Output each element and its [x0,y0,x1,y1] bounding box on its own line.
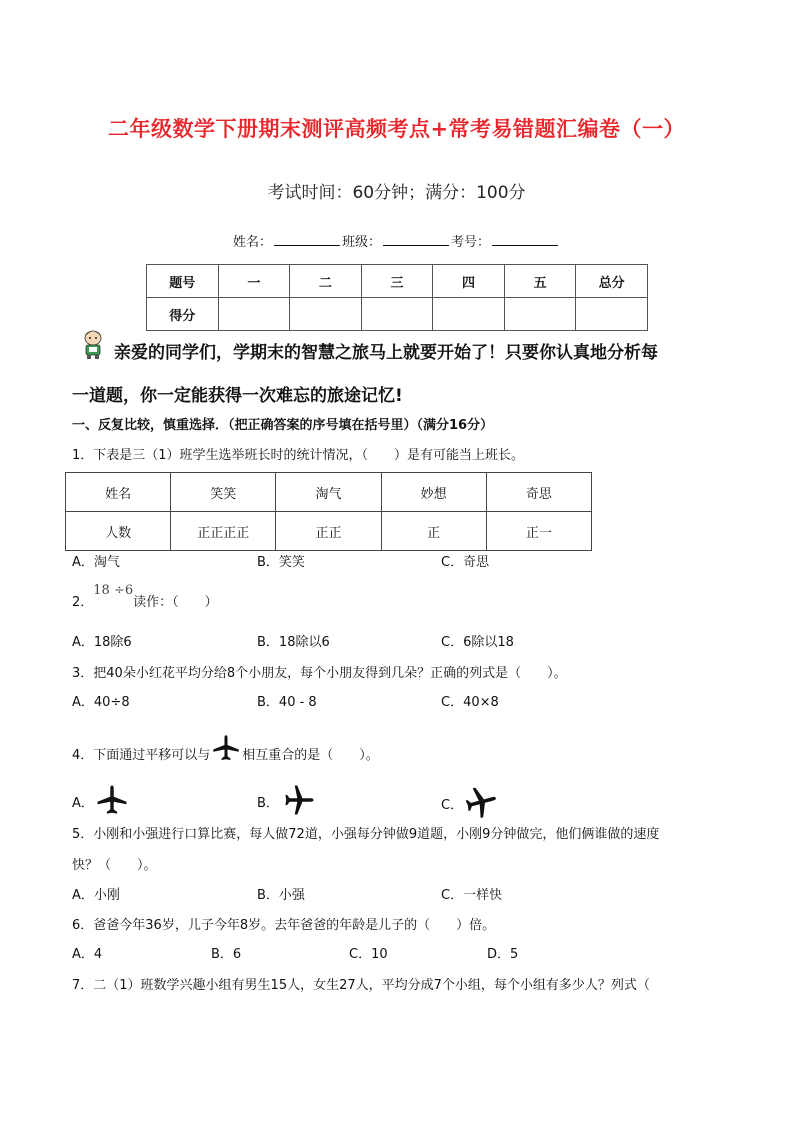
q4-option-a-label: A． [72,796,94,811]
vote-header-cell: 奇思 [486,473,591,512]
vote-count-cell: 正 [381,512,486,551]
vote-count-row [66,512,592,551]
vote-header-cell: 姓名 [66,473,171,512]
q2-suffix: 读作：（ ） [133,595,218,610]
score-row [147,298,648,331]
student-info [0,231,793,250]
q2-prefix: 2． [72,595,94,610]
q4-suffix: 相互重合的是（ ）。 [242,748,379,763]
q5-option-c[interactable]: C．一样快 [441,888,503,903]
vote-table [65,472,592,551]
name-label: 姓名： [232,235,272,250]
score-header-cell: 总分 [576,265,648,298]
q6-option-c[interactable]: C．10 [349,947,388,962]
score-table [146,264,648,331]
q6-option-a[interactable]: A．4 [72,947,103,962]
score-cell [218,298,290,331]
q4-option-b[interactable] [257,783,319,817]
score-header-cell: 二 [290,265,362,298]
q1-option-b[interactable]: B．笑笑 [257,555,305,570]
vote-header-row [66,473,592,512]
question-4-text [72,733,379,763]
question-5-line-2: 快？（ ）。 [72,858,157,873]
score-row-label: 得分 [147,298,219,331]
q3-option-a[interactable]: A．40÷8 [72,695,130,710]
score-cell [576,298,648,331]
q1-option-c[interactable]: C．奇思 [441,555,490,570]
number-label: 考号： [451,235,491,250]
airplane-upright-icon [94,783,130,817]
score-cell [290,298,362,331]
q4-prefix: 4．下面通过平移可以与 [72,748,211,763]
q2-option-a[interactable]: A．18除6 [72,635,132,650]
q3-option-c[interactable]: C．40×8 [441,695,499,710]
vote-header-cell: 笑笑 [171,473,276,512]
page-title: 二年级数学下册期末测评高频考点+常考易错题汇编卷（一） [107,117,686,141]
q5-option-a[interactable]: A．小刚 [72,888,120,903]
question-6-text: 6．爸爸今年36岁，儿子今年8岁。去年爸爸的年龄是儿子的（ ）倍。 [72,918,496,933]
q2-option-c[interactable]: C．6除以18 [441,635,514,650]
vote-count-cell: 正正 [276,512,381,551]
airplane-rotated-right-icon [279,783,319,817]
score-header-cell: 题号 [147,265,219,298]
exam-subtitle: 考试时间：60分钟；满分：100分 [267,183,526,203]
q4-option-b-label: B． [257,796,279,811]
score-cell [504,298,576,331]
score-header-cell: 三 [361,265,433,298]
vote-header-cell: 妙想 [381,473,486,512]
score-header-cell: 五 [504,265,576,298]
q2-expression: 18 ÷6 [93,583,134,598]
q5-option-b[interactable]: B．小强 [257,888,305,903]
q3-option-b[interactable]: B．40 - 8 [257,695,317,710]
vote-count-cell: 人数 [66,512,171,551]
score-cell [361,298,433,331]
q4-option-c-label: C． [441,798,464,813]
score-header-cell: 一 [218,265,290,298]
intro-line-1: 亲爱的同学们，学期末的智慧之旅马上就要开始了！只要你认真地分析每 [114,343,658,363]
vote-header-cell: 淘气 [276,473,381,512]
question-3-text: 3．把40朵小红花平均分给8个小朋友，每个小朋友得到几朵？正确的列式是（ ）。 [72,666,567,681]
question-1-text: 1．下表是三（1）班学生选举班长时的统计情况，（ ）是有可能当上班长。 [72,448,525,463]
question-5-line-1: 5．小刚和小强进行口算比赛，每人做72道，小强每分钟做9道题，小刚9分钟做完，他们俩谁做的速度 [72,827,660,842]
airplane-reference-icon [210,733,242,763]
class-blank [383,233,449,246]
class-label: 班级： [341,235,381,250]
score-header-row [147,265,648,298]
question-7-text: 7．二（1）班数学兴趣小组有男生15人，女生27人，平均分成7个小组，每个小组有多少人？列式（ [72,978,650,993]
vote-count-cell: 正正正正 [171,512,276,551]
q1-option-a[interactable]: A．淘气 [72,555,120,570]
name-blank [274,233,340,246]
q4-option-a[interactable] [72,783,130,817]
vote-count-cell: 正一 [486,512,591,551]
q2-option-b[interactable]: B．18除以6 [257,635,330,650]
q6-option-b[interactable]: B．6 [211,947,242,962]
question-2-text [72,583,218,610]
section-1-heading: 一、反复比较，慎重选择．（把正确答案的序号填在括号里）（满分16分） [72,418,494,433]
score-cell [433,298,505,331]
airplane-tilted-icon [463,783,499,821]
number-blank [492,233,558,246]
q6-option-d[interactable]: D．5 [487,947,519,962]
score-header-cell: 四 [433,265,505,298]
q4-option-c[interactable] [441,783,499,821]
intro-line-2: 一道题，你一定能获得一次难忘的旅途记忆! [72,386,403,406]
student-cartoon-icon [80,330,106,360]
